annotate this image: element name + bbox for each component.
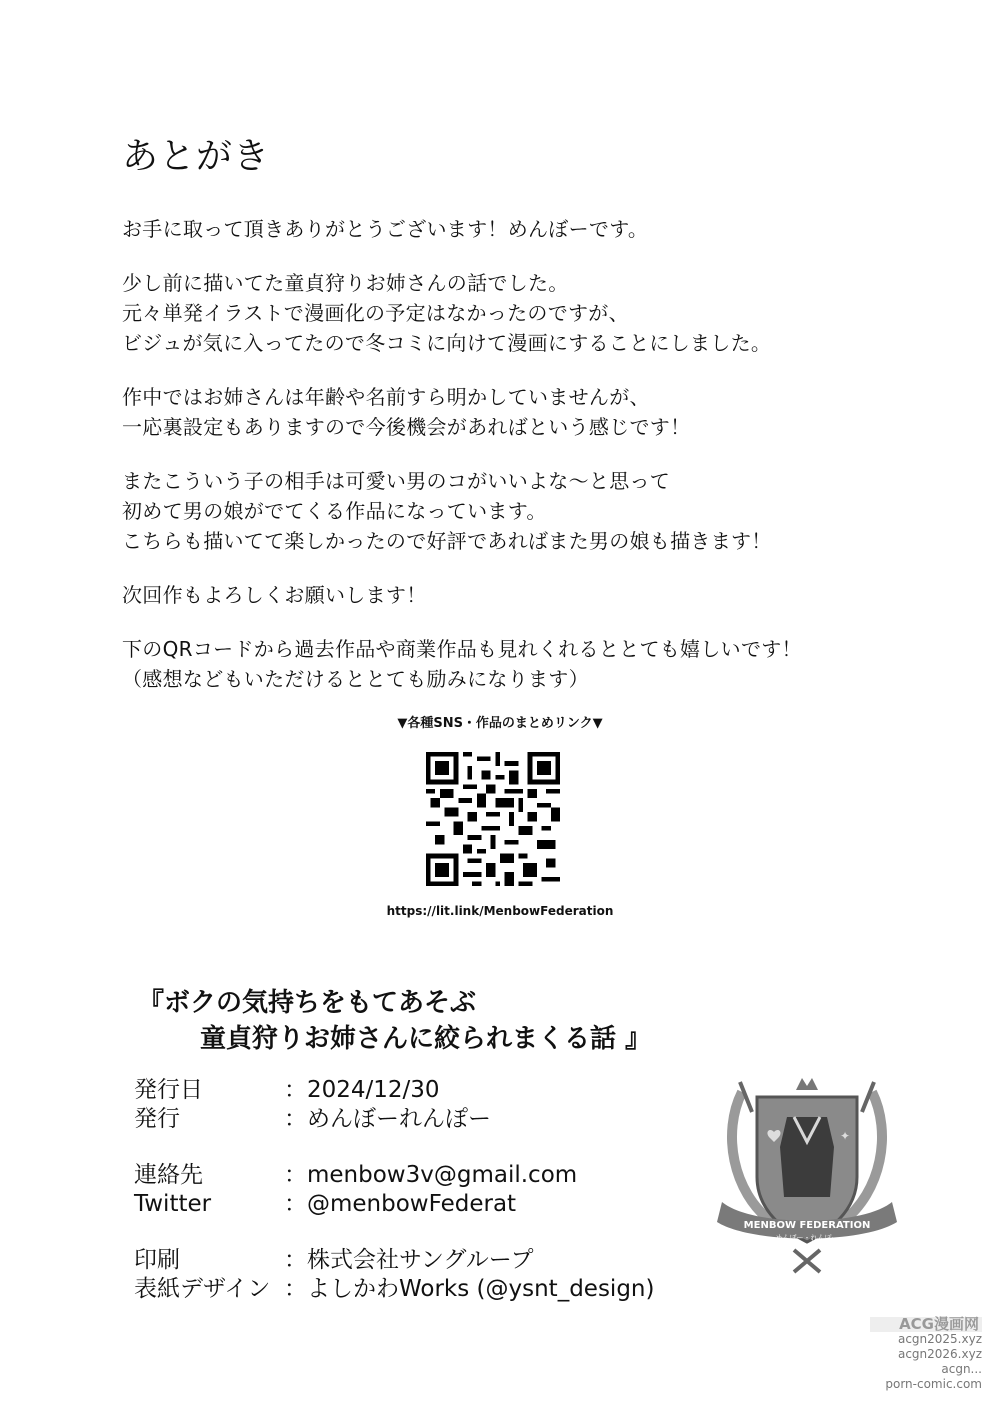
colophon-key: 連絡先 [134,1162,203,1188]
afterword-line: 作中ではお姉さんは年齢や名前すら明かしていませんが、 [122,385,650,409]
colophon-value: ：2024/12/30 [284,1077,440,1103]
afterword-line: またこういう子の相手は可愛い男のコがいいよな～と思って [122,469,671,493]
watermark [870,1317,982,1392]
colophon-row [134,1105,654,1134]
colophon-key: 印刷 [134,1247,180,1273]
colophon-value: ：株式会社サングループ [284,1247,534,1273]
afterword-paragraph [122,634,922,694]
watermark-line: ACG漫画网 [870,1317,982,1332]
colophon-key: 発行日 [134,1077,203,1103]
federation-emblem-icon [712,1072,902,1277]
colophon [134,1076,654,1304]
sns-links-label: ▼各種SNS・作品のまとめリンク▼ [397,716,603,731]
colophon-key: 表紙デザイン [134,1276,271,1302]
emblem-sub-text: めんぼー・れんぽー [775,1234,839,1242]
colophon-value: ：@menbowFederat [284,1191,517,1217]
colophon-row [134,1161,654,1190]
afterword-line: こちらも描いてて楽しかったので好評であればまた男の娘も描きます！ [122,529,772,553]
colophon-key: Twitter [134,1191,212,1217]
afterword-body [122,214,922,718]
afterword-line: 元々単発イラストで漫画化の予定はなかったのですが、 [122,301,629,325]
afterword-line: ビジュが気に入ってたので冬コミに向けて漫画にすることにしました。 [122,331,772,355]
watermark-line: porn-comic.com [885,1377,982,1391]
afterword-heading: あとがき [122,136,271,177]
afterword-paragraph [122,382,922,442]
book-title-line: 『ボクの気持ちをもてあそぶ [138,988,477,1018]
afterword-line: 下のQRコードから過去作品や商業作品も見れくれるととても嬉しいです！ [122,637,802,661]
afterword-paragraph [122,214,922,244]
colophon-value: ：menbow3v@gmail.com [284,1162,578,1188]
afterword-paragraph [122,580,922,610]
colophon-value: ：めんぼーれんぽー [284,1106,491,1132]
afterword-line: 初めて男の娘がでてくる作品になっています。 [122,499,547,523]
afterword-paragraph [122,268,922,358]
emblem-banner-text: MENBOW FEDERATION [743,1220,871,1231]
book-title [138,985,651,1057]
watermark-line: acgn2025.xyz [897,1332,982,1346]
afterword-line: 少し前に描いてた童貞狩りお姉さんの話でした。 [122,271,569,295]
qr-code-icon[interactable] [426,752,560,886]
colophon-row [134,1076,654,1105]
colophon-key: 発行 [134,1106,180,1132]
watermark-line: acgn2026.xyz [897,1347,982,1361]
afterword-line: （感想などもいただけるととても励みになります） [122,667,589,691]
colophon-row [134,1275,654,1304]
colophon-row [134,1246,654,1275]
book-title-line: 童貞狩りお姉さんに絞られまくる話 』 [200,1024,652,1054]
colophon-value: ：よしかわWorks (@ysnt_design) [284,1276,655,1302]
link-url[interactable]: https://lit.link/MenbowFederation [386,904,614,918]
svg-text:✦: ✦ [840,1129,851,1143]
afterword-line: お手に取って頂きありがとうございます！めんぼーです。 [122,217,649,241]
colophon-row [134,1190,654,1219]
afterword-paragraph [122,466,922,556]
afterword-line: 次回作もよろしくお願いします！ [122,583,427,607]
afterword-line: 一応裏設定もありますので今後機会があればという感じです！ [122,415,691,439]
watermark-line: acgn... [941,1362,982,1376]
